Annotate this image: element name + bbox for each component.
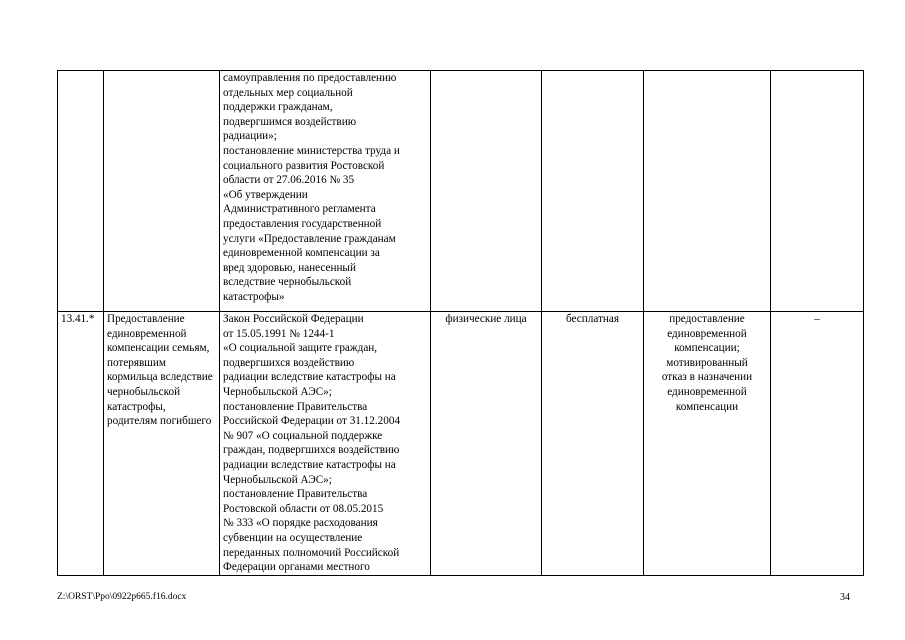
service-name-cell-line: кормильца вследствие — [107, 371, 213, 384]
legal-basis-cell-line: «О социальной защите граждан, — [223, 342, 378, 355]
legal-basis-cell — [220, 71, 431, 312]
legal-basis-cell-line: единовременной компенсации за — [223, 247, 380, 260]
service-name-cell-line: единовременной — [107, 327, 187, 340]
result-cell — [644, 71, 771, 312]
legal-basis-cell-line: катастрофы» — [223, 290, 285, 303]
legal-basis-cell-line: постановление Правительства — [223, 400, 368, 413]
legal-basis-cell-line: Административного регламента — [223, 203, 376, 216]
legal-basis-cell-line: социального развития Ростовской — [223, 159, 385, 172]
service-name-cell-line: Предоставление — [107, 313, 185, 325]
result-cell-line: компенсации; — [674, 342, 740, 355]
legal-basis-cell — [220, 312, 431, 576]
result-cell-line: единовременной — [667, 327, 747, 340]
legal-basis-cell-line: области от 27.06.2016 № 35 — [223, 174, 355, 187]
table-row — [58, 312, 864, 576]
service-name-cell — [104, 71, 220, 312]
service-name-cell-line: потерявшим — [107, 356, 166, 369]
recipients-cell: физические лица — [431, 312, 542, 576]
result-cell-line: единовременной — [667, 385, 747, 398]
result-cell — [644, 312, 771, 576]
extra-cell: – — [771, 312, 864, 576]
result-cell-line: компенсации — [675, 400, 739, 413]
legal-basis-cell-line: поддержки гражданам, — [223, 101, 333, 114]
service-name-cell — [104, 312, 220, 576]
legal-basis-cell-line: постановление Правительства — [223, 488, 368, 501]
legal-basis-cell-line: самоуправления по предоставлению — [223, 72, 397, 84]
legal-basis-cell-line: № 333 «О порядке расходования — [223, 517, 378, 530]
recipients-cell — [431, 71, 542, 312]
legal-basis-cell-line: радиации вследствие катастрофы на — [223, 371, 396, 384]
result-cell-line: мотивированный — [666, 356, 748, 369]
legal-basis-cell-line: услуги «Предоставление гражданам — [223, 232, 396, 245]
legal-basis-cell-line: подвергшихся воздействию — [223, 356, 355, 369]
result-cell-line: предоставление — [669, 313, 745, 325]
legal-basis-cell-line: Ростовской области от 08.05.2015 — [223, 502, 384, 515]
row-number-cell — [58, 71, 104, 312]
payment-cell: бесплатная — [542, 312, 644, 576]
legal-basis-cell-line: Чернобыльской АЭС»; — [223, 385, 332, 398]
service-name-cell-line: катастрофы, — [107, 400, 166, 413]
services-table — [57, 70, 864, 576]
legal-basis-cell-line: постановление министерства труда и — [223, 144, 400, 157]
legal-basis-cell-line: Федерации органами местного — [223, 561, 370, 574]
legal-basis-cell-line: Чернобыльской АЭС»; — [223, 473, 332, 486]
legal-basis-cell-line: вред здоровью, нанесенный — [223, 261, 356, 274]
legal-basis-cell-line: подвергшимся воздействию — [223, 115, 357, 128]
legal-basis-cell-line: № 907 «О социальной поддержке — [223, 429, 383, 442]
footer-file-path: Z:\ORST\Ppo\0922p665.f16.docx — [57, 592, 187, 602]
table-row — [58, 71, 864, 312]
service-name-cell-line: компенсации семьям, — [107, 342, 210, 355]
payment-cell — [542, 71, 644, 312]
service-name-cell-line: родителям погибшего — [107, 415, 212, 428]
legal-basis-cell-line: Закон Российской Федерации — [223, 313, 364, 325]
legal-basis-cell-line: радиации вследствие катастрофы на — [223, 458, 396, 471]
legal-basis-cell-line: «Об утверждении — [223, 188, 308, 201]
footer-page-number: 34 — [840, 592, 850, 603]
legal-basis-cell-line: от 15.05.1991 № 1244-1 — [223, 327, 335, 340]
legal-basis-cell-line: предоставления государственной — [223, 217, 382, 230]
legal-basis-cell-line: радиации»; — [223, 130, 277, 143]
legal-basis-cell-line: граждан, подвергшихся воздействию — [223, 444, 400, 457]
result-cell-line: отказ в назначении — [661, 371, 753, 384]
legal-basis-cell-line: субвенции на осуществление — [223, 531, 363, 544]
extra-cell — [771, 71, 864, 312]
row-number-cell: 13.41.* — [58, 312, 104, 576]
legal-basis-cell-line: вследствие чернобыльской — [223, 276, 352, 289]
legal-basis-cell-line: Российской Федерации от 31.12.2004 — [223, 415, 401, 428]
service-name-cell-line: чернобыльской — [107, 385, 181, 398]
legal-basis-cell-line: переданных полномочий Российской — [223, 546, 400, 559]
legal-basis-cell-line: отдельных мер социальной — [223, 86, 353, 99]
